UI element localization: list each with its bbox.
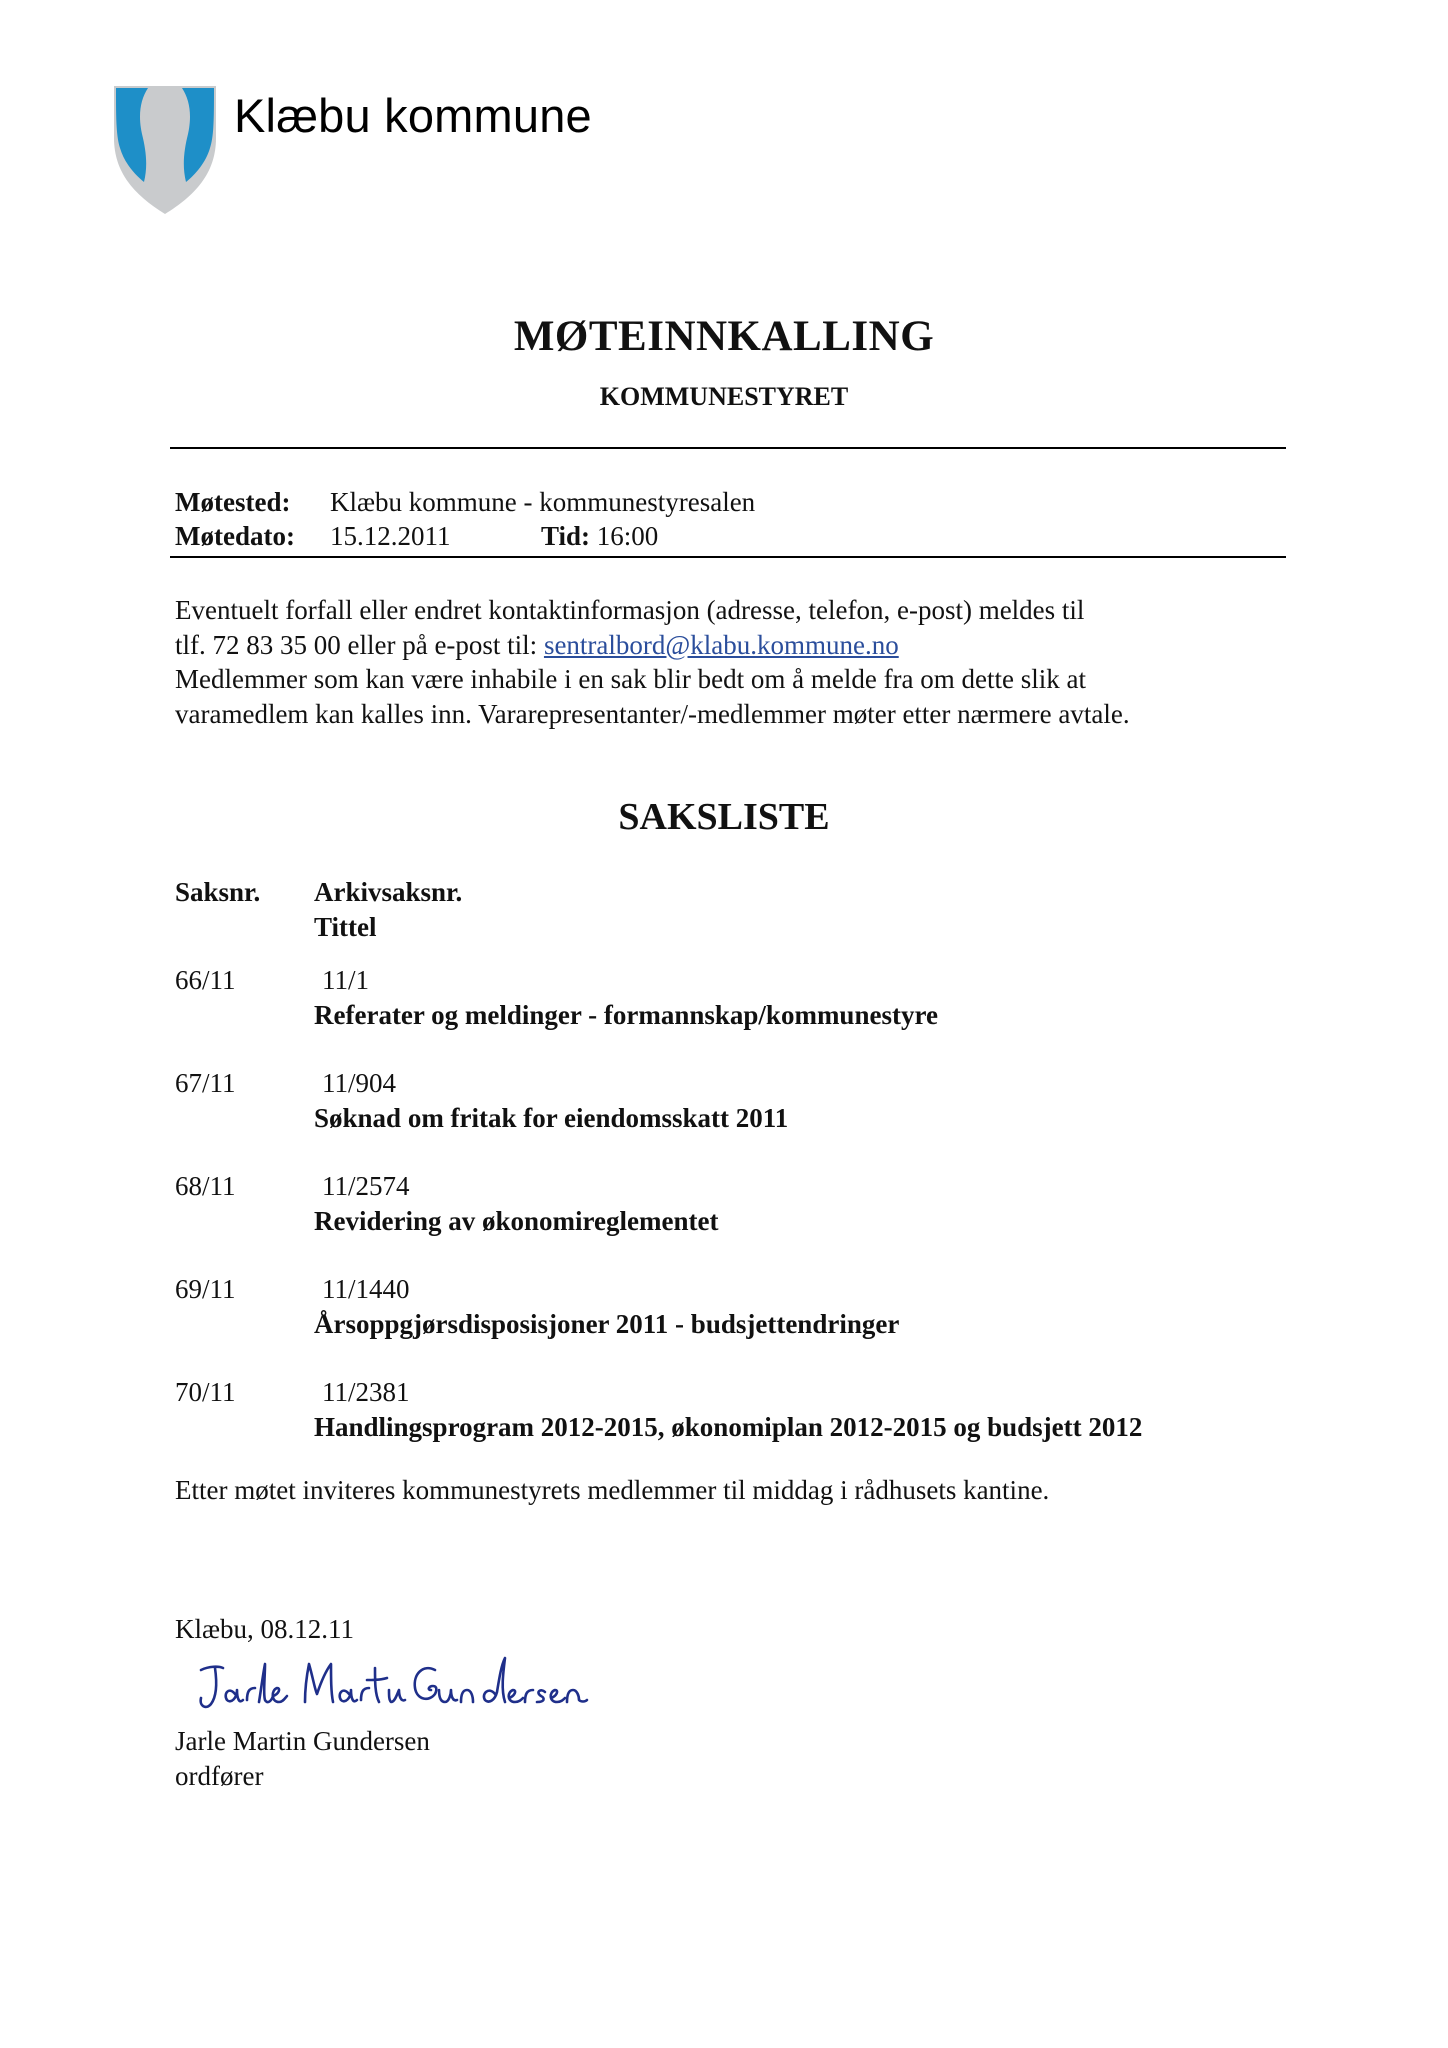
org-name: Klæbu kommune — [234, 89, 592, 142]
meeting-place-row — [175, 487, 755, 518]
meeting-place-value: Klæbu kommune - kommunestyresalen — [330, 487, 756, 517]
column-header-arkivsaksnr: Arkivsaksnr. — [314, 877, 463, 907]
agenda-arkivsaksnr: 11/2574 — [322, 1171, 410, 1201]
meeting-date-label: Møtedato: — [175, 521, 295, 551]
notice-line-3: Medlemmer som kan være inhabile i en sak blir bedt om å melde fra om dette slik at — [175, 664, 1086, 694]
signer-role: ordfører — [175, 1760, 264, 1791]
meeting-time-value: 16:00 — [596, 521, 659, 551]
notice-paragraph — [175, 593, 1285, 731]
agenda-saksnr: 67/11 — [175, 1068, 236, 1098]
place-and-date: Klæbu, 08.12.11 — [175, 1614, 355, 1644]
agenda-arkivsaksnr: 11/904 — [322, 1068, 396, 1098]
notice-line-2-prefix: tlf. 72 83 35 00 eller på e-post til: — [175, 629, 544, 660]
meeting-date-row — [175, 521, 658, 552]
agenda-saksnr: 66/11 — [175, 965, 236, 995]
agenda-tittel: Handlingsprogram 2012-2015, økonomiplan 2012-2015 og budsjett 2012 — [314, 1411, 1143, 1442]
notice-line-1: Eventuelt forfall eller endret kontaktinformasjon (adresse, telefon, e-post) meldes til — [175, 595, 1085, 625]
divider-meta — [170, 556, 1286, 558]
document-title: MØTEINNKALLING — [513, 313, 935, 360]
meeting-date-value: 15.12.2011 — [330, 521, 451, 551]
signer-block — [175, 1724, 430, 1793]
meeting-time-label: Tid: — [541, 521, 591, 551]
agenda-saksnr: 70/11 — [175, 1377, 236, 1407]
agenda-arkivsaksnr: 11/2381 — [322, 1377, 410, 1407]
meeting-place-label: Møtested: — [175, 487, 291, 517]
agenda-saksnr: 68/11 — [175, 1171, 236, 1201]
closing-text: Etter møtet inviteres kommunestyrets medlemmer til middag i rådhusets kantine. — [175, 1475, 1050, 1505]
agenda-tittel: Søknad om fritak for eiendomsskatt 2011 — [314, 1102, 789, 1133]
agenda-arkivsaksnr: 11/1440 — [322, 1274, 410, 1304]
contact-email-link[interactable]: sentralbord@klabu.kommune.no — [543, 629, 899, 660]
agenda-tittel: Revidering av økonomireglementet — [314, 1205, 719, 1236]
column-header-tittel: Tittel — [314, 912, 377, 942]
column-header-saksnr: Saksnr. — [175, 877, 261, 907]
agenda-arkivsaksnr: 11/1 — [322, 965, 369, 995]
handwritten-signature — [195, 1650, 590, 1718]
signer-name: Jarle Martin Gundersen — [175, 1726, 430, 1756]
divider-top — [170, 447, 1286, 449]
document-subtitle: KOMMUNESTYRET — [599, 382, 849, 411]
agenda-tittel: Årsoppgjørsdisposisjoner 2011 - budsjettendringer — [314, 1308, 900, 1339]
notice-line-4: varamedlem kan kalles inn. Vararepresentanter/-medlemmer møter etter nærmere avtale. — [175, 698, 1130, 729]
agenda-tittel: Referater og meldinger - formannskap/kommunestyre — [314, 999, 938, 1030]
municipality-coat-of-arms-logo — [112, 86, 218, 214]
notice-line-2 — [175, 628, 1285, 663]
agenda-saksnr: 69/11 — [175, 1274, 236, 1304]
saksliste-heading: SAKSLISTE — [618, 796, 830, 838]
